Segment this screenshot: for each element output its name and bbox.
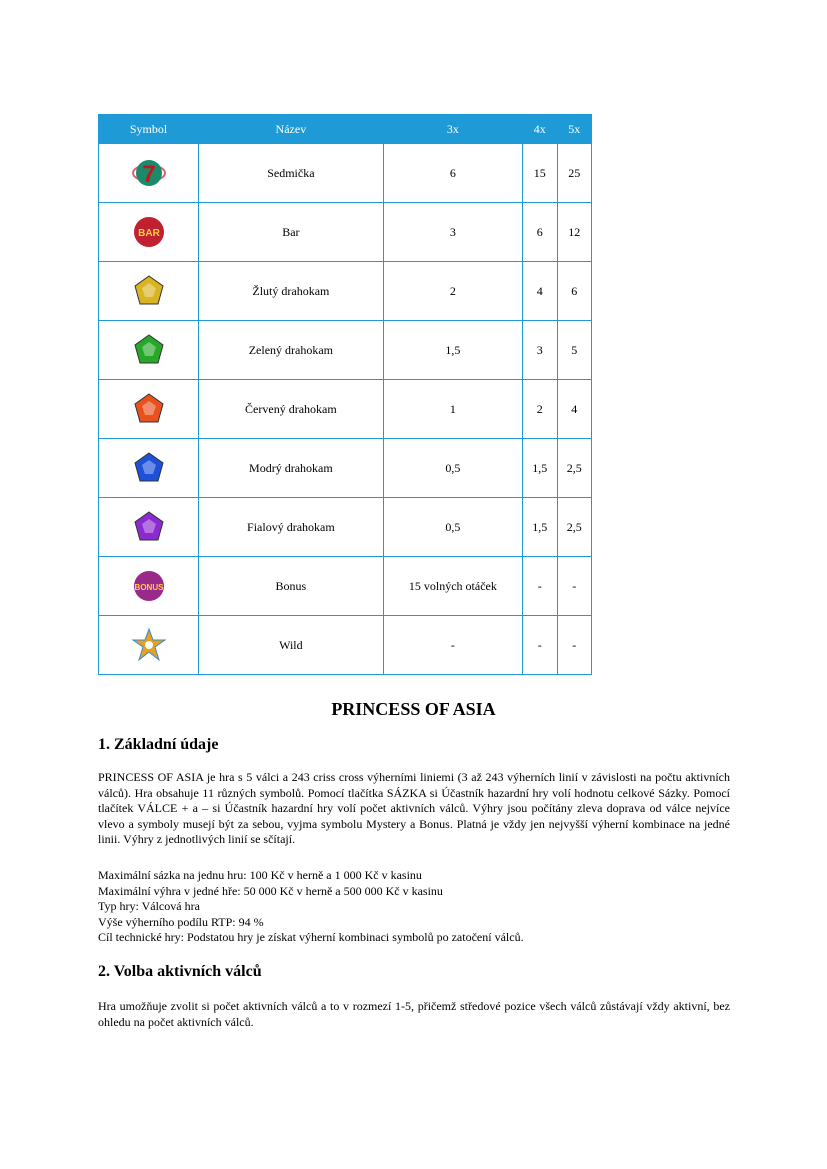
table-row (99, 616, 592, 675)
bonus-icon (131, 578, 167, 592)
value-4x: 2 (523, 380, 557, 439)
section-heading: 2. Volba aktivních válců (98, 963, 262, 980)
value-3x: 1,5 (383, 321, 522, 380)
value-3x: 3 (383, 203, 522, 262)
value-3x: - (383, 616, 522, 675)
value-4x: - (523, 557, 557, 616)
value-5x: 25 (557, 144, 592, 203)
value-3x: 6 (383, 144, 522, 203)
table-row (99, 380, 592, 439)
info-lines (98, 868, 730, 946)
svg-text:BAR: BAR (137, 228, 160, 239)
svg-text:7: 7 (141, 161, 156, 188)
value-4x: 15 (523, 144, 557, 203)
name-cell: Žlutý drahokam (199, 262, 384, 321)
wild-star-icon (131, 637, 167, 651)
table-row (99, 557, 592, 616)
paytable (98, 114, 592, 675)
value-5x: 6 (557, 262, 592, 321)
value-3x: 0,5 (383, 439, 522, 498)
table-row (99, 439, 592, 498)
info-line: Cíl technické hry: Podstatou hry je získat výherní kombinaci symbolů po zatočení válců. (98, 930, 524, 944)
symbol-cell (99, 321, 199, 380)
value-5x: 2,5 (557, 439, 592, 498)
table-header (99, 115, 592, 144)
name-cell: Červený drahokam (199, 380, 384, 439)
svg-text:BONUS: BONUS (134, 583, 163, 592)
symbol-cell (99, 557, 199, 616)
info-line: Maximální sázka na jednu hru: 100 Kč v herně a 1 000 Kč v kasinu (98, 868, 422, 882)
table-row (99, 262, 592, 321)
table-row (99, 498, 592, 557)
name-cell: Fialový drahokam (199, 498, 384, 557)
value-4x: - (523, 616, 557, 675)
table-row (99, 321, 592, 380)
header-symbol: Symbol (99, 115, 199, 144)
page-title: PRINCESS OF ASIA (331, 699, 496, 719)
symbol-cell (99, 144, 199, 203)
info-line: Výše výherního podílu RTP: 94 % (98, 914, 264, 929)
red-gem-icon (131, 401, 167, 415)
green-gem-icon (131, 342, 167, 356)
blue-gem-icon (131, 460, 167, 474)
section2-paragraph: Hra umožňuje zvolit si počet aktivních válců a to v rozmezí 1-5, přičemž středové pozice všech válců zůstávají vždy aktivní, bez ohledu na počet aktivních válců. (98, 999, 730, 1029)
purple-gem-icon (131, 519, 167, 533)
name-cell: Wild (199, 616, 384, 675)
name-cell: Zelený drahokam (199, 321, 384, 380)
value-4x: 6 (523, 203, 557, 262)
symbol-cell (99, 498, 199, 557)
value-3x: 0,5 (383, 498, 522, 557)
value-5x: - (557, 557, 592, 616)
name-cell: Bonus (199, 557, 384, 616)
info-line: Maximální výhra v jedné hře: 50 000 Kč v herně a 500 000 Kč v kasinu (98, 883, 443, 898)
header-3x: 3x (383, 115, 522, 144)
table-row (99, 144, 592, 203)
value-4x: 1,5 (523, 498, 557, 557)
value-3x: 2 (383, 262, 522, 321)
value-3x: 1 (383, 380, 522, 439)
info-line: Typ hry: Válcová hra (98, 899, 200, 913)
value-5x: 12 (557, 203, 592, 262)
value-4x: 3 (523, 321, 557, 380)
value-4x: 4 (523, 262, 557, 321)
name-cell: Modrý drahokam (199, 439, 384, 498)
value-5x: 5 (557, 321, 592, 380)
value-3x: 15 volných otáček (383, 557, 522, 616)
seven-icon (131, 161, 167, 188)
header-4x: 4x (523, 115, 557, 144)
header-5x: 5x (557, 115, 592, 144)
bar-icon (131, 224, 167, 238)
value-4x: 1,5 (523, 439, 557, 498)
value-5x: - (557, 616, 592, 675)
symbol-cell (99, 262, 199, 321)
yellow-gem-icon (131, 283, 167, 297)
table-row (99, 203, 592, 262)
section1-paragraph: PRINCESS OF ASIA je hra s 5 válci a 243 criss cross výherními liniemi (3 až 243 výherních linií v závislosti na počtu aktivních válců). Hra obsahuje 11 různých symbolů. Pomocí tlačítka SÁZKA si Účastník hazardní hry volí hodnotu celkové Sázky. Pomocí tlačítek VÁLCE + a – si Účastník hazardní hry volí počet aktivních válců. Výhry jsou počítány zleva doprava od válce nejvíce vlevo a symboly musejí být za sebou, vyjma symbolu Mystery a Bonus. Platná je vždy jen nejvyšší výherní kombinace na jedné linii. Výhry z jednotlivých linií se sčítají. (98, 770, 730, 846)
name-cell: Bar (199, 203, 384, 262)
section-heading: 1. Základní údaje (98, 736, 219, 753)
symbol-cell (99, 439, 199, 498)
name-cell: Sedmička (199, 144, 384, 203)
symbol-cell (99, 616, 199, 675)
symbol-cell (99, 380, 199, 439)
value-5x: 4 (557, 380, 592, 439)
header-name: Název (199, 115, 384, 144)
value-5x: 2,5 (557, 498, 592, 557)
symbol-cell (99, 203, 199, 262)
